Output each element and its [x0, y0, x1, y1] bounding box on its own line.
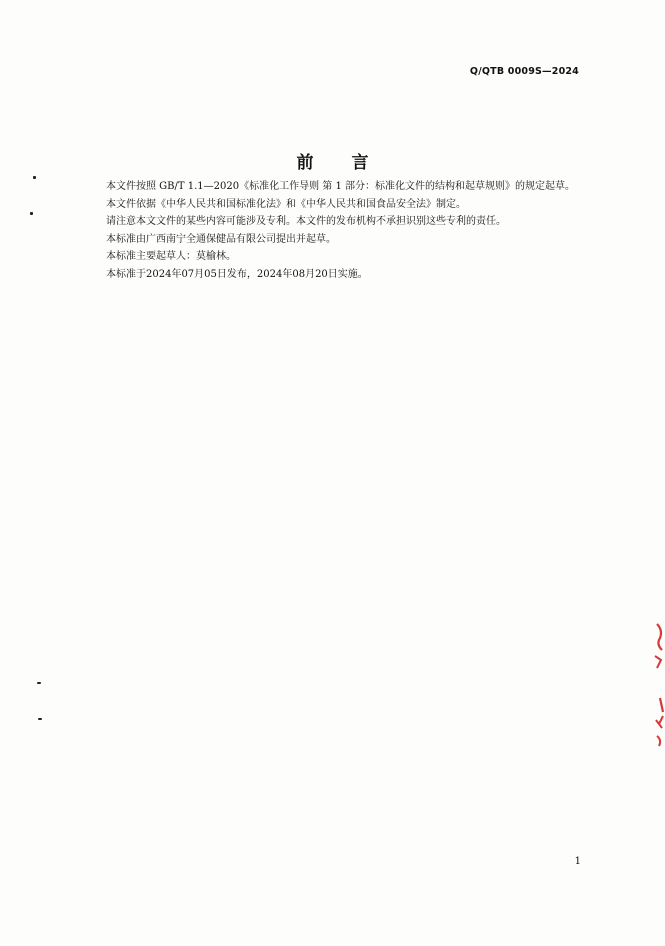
document-code: Q/QTB 0009S—2024: [469, 66, 579, 77]
foreword-body: [86, 178, 580, 283]
paragraph-drafting-rules: 本文件按照 GB/T 1.1—2020《标准化工作导则 第 1 部分：标准化文件的结构和起草规则》的规定起草。: [106, 181, 575, 192]
paragraph-legal-basis: 本文件依据《中华人民共和国标准化法》和《中华人民共和国食品安全法》制定。: [106, 198, 466, 210]
scan-speck: [30, 212, 33, 215]
paragraph-drafter: 本标准主要起草人：莫榆林。: [106, 251, 236, 262]
paragraph-proposer: 本标准由广西南宁全通保健品有限公司提出并起草。: [106, 233, 336, 245]
page-title: 前 言: [296, 153, 385, 173]
scan-speck: [38, 718, 42, 720]
paragraph-patent-notice: 请注意本文文件的某些内容可能涉及专利。本文件的发布机构不承担识别这些专利的责任。: [106, 216, 506, 227]
paragraph-release-dates: 本标准于2024年07月05日发布，2024年08月20日实施。: [106, 268, 368, 280]
scan-speck: [37, 682, 41, 684]
scan-speck: [33, 176, 36, 179]
page-number: 1: [574, 856, 581, 867]
seal-stamp-fragment: [651, 620, 665, 750]
